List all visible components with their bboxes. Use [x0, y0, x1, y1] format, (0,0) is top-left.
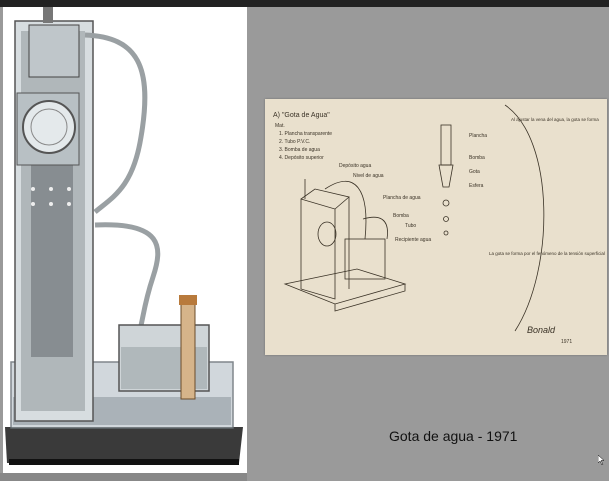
sketch-drop-2 — [444, 217, 449, 222]
sketch-label-deposit: Depósito agua — [339, 163, 372, 169]
sketch-drop-tube — [441, 125, 451, 165]
slide-caption: Gota de agua - 1971 — [389, 428, 518, 444]
dot-2 — [49, 187, 53, 191]
sketch-note-3: 2. Tubo P.V.C. — [279, 139, 311, 145]
sketch-drawing — [265, 99, 607, 355]
sketch-drop-label-1: Plancha — [469, 133, 488, 139]
vial-cap — [179, 295, 197, 305]
sketch-note-2: 1. Plancha transparente — [279, 131, 333, 137]
sculpture-photo — [3, 7, 247, 473]
sketch-paper — [265, 99, 607, 355]
sketch-drop-3 — [444, 231, 448, 235]
dot-4 — [31, 202, 35, 206]
bottom-strip — [0, 473, 247, 481]
sketch-drop-label-4: Esfera — [469, 183, 484, 189]
sketch-drop-label-2: Bomba — [469, 155, 485, 161]
sketch-label-level: Nivel de agua — [353, 173, 384, 179]
upper-hose — [85, 35, 145, 212]
dot-5 — [49, 202, 53, 206]
column-shadow — [31, 157, 73, 357]
sketch-hose — [325, 181, 366, 239]
sketch-title: A) "Gota de Agua" — [273, 112, 330, 119]
top-bar — [0, 0, 609, 7]
sketch-hand — [363, 217, 388, 239]
sketch-base-side — [335, 284, 405, 311]
sketch-bottom-text: La gota se forma por el fenómeno de la tensión superficial — [489, 251, 605, 256]
sketch-label-plate: Plancha de agua — [383, 195, 421, 201]
lower-hose — [95, 225, 158, 337]
sketch-label-recipiente: Recipiente agua — [395, 237, 432, 243]
base-edge — [9, 459, 239, 465]
dot-3 — [67, 187, 71, 191]
top-box — [29, 25, 79, 77]
sketch-drop-nozzle — [439, 165, 453, 187]
sketch-drop-1 — [443, 200, 449, 206]
pointer-cursor-icon — [598, 455, 606, 465]
sketch-label-tubo: Tubo — [405, 223, 417, 229]
sketch-arc — [505, 105, 544, 331]
sketch-circle — [318, 222, 336, 246]
sculpture-illustration — [3, 7, 247, 473]
sketch-signature: Bonald — [527, 325, 556, 335]
sketch-note-1: Mat. — [275, 123, 285, 129]
sketch-column — [301, 199, 335, 299]
dot-1 — [31, 187, 35, 191]
sketch-note-4: 3. Bomba de agua — [279, 147, 320, 153]
sketch-signature-year: 1971 — [561, 339, 573, 345]
vial — [181, 299, 195, 399]
sketch-note-5: 4. Depósito superior — [279, 155, 324, 161]
dot-6 — [67, 202, 71, 206]
sketch-label-bomba: Bomba — [393, 213, 409, 219]
sketch-drop-label-3: Gota — [469, 169, 480, 175]
sketch-right-text: Al ajustar la vena del agua, la gota se forma — [511, 117, 599, 122]
sketch-tank — [345, 239, 385, 279]
top-pipe — [43, 7, 53, 23]
base-plate — [5, 427, 243, 463]
